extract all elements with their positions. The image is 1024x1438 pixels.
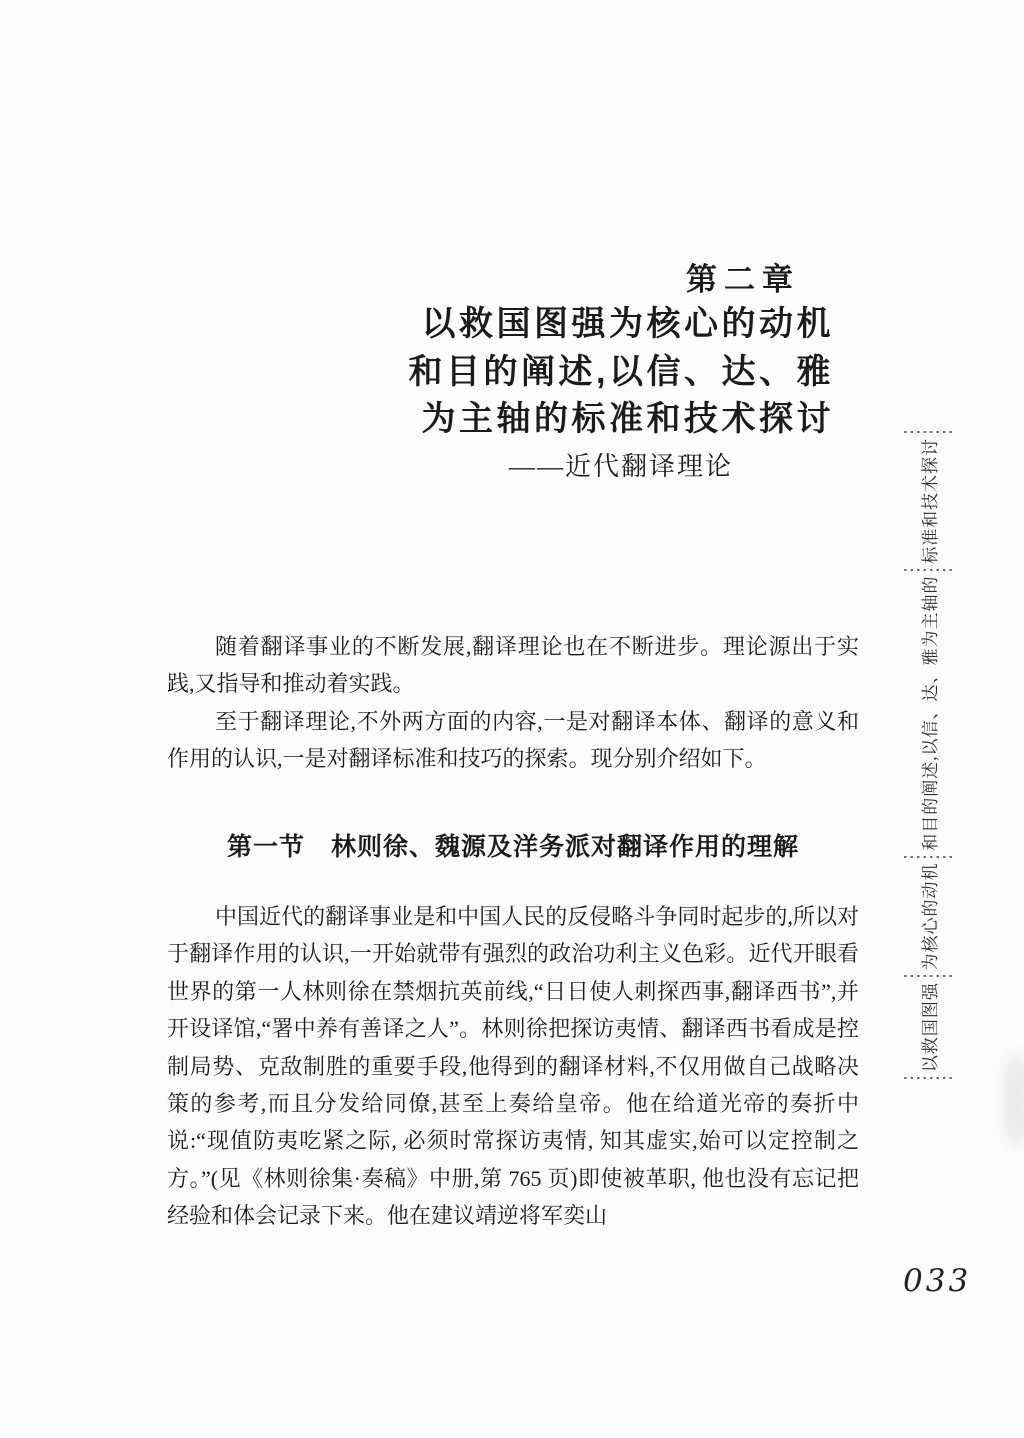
section-heading <box>167 827 859 863</box>
page-number: 033 <box>903 1263 972 1299</box>
body-text <box>167 898 859 1235</box>
section-number: 第一节 <box>226 833 305 861</box>
scan-artifact <box>1004 1052 1024 1148</box>
chapter-subtitle: ——近代翻译理论 <box>509 452 734 481</box>
margin-index-tab-rotated <box>910 431 946 1079</box>
dashed-separator <box>904 856 952 858</box>
margin-tab-text: 为核心的动机 <box>920 862 940 971</box>
chapter-title-line-2: 和目的阐述,以信、达、雅 <box>408 352 834 391</box>
margin-tab-text: 和目的阐述,以信、达、雅为主轴的 <box>920 575 940 851</box>
paragraph: 至于翻译理论,不外两方面的内容,一是对翻译本体、翻译的意义和作用的认识,一是对翻译标准和技巧的探索。现分别介绍如下。 <box>167 708 859 772</box>
dashed-separator <box>904 975 952 977</box>
paragraph: 中国近代的翻译事业是和中国人民的反侵略斗争同时起步的,所以对于翻译作用的认识,一开始就带有强烈的政治功利主义色彩。近代开眼看世界的第一人林则徐在禁烟抗英前线,“日日使人刺探西事,翻译西书”,并开设译馆,“署中养有善译之人”。林则徐把探访夷情、翻译西书看成是控制局势、克敌制胜的重要手段,他得到的翻译材料,不仅用做自己战略决策的参考,而且分发给同僚,甚至上奏给皇帝。他在给道光帝的奏折中说:“现值防夷吃紧之际, 必须时常探访夷情, 知其虚实,始可以定控制之方。”(见《林则徐集·奏稿》中册,第 765 页)即使被革职, 他也没有忘记把经验和体会记录下来。他在建议靖逆将军奕山 <box>167 904 859 1229</box>
dashed-separator <box>904 569 952 571</box>
chapter-title <box>409 301 834 444</box>
chapter-title-line-3: 为主轴的标准和技术探讨 <box>421 400 834 438</box>
dashed-separator <box>904 431 952 433</box>
margin-tab-text: 标准和技术探讨 <box>920 437 940 564</box>
margin-index-tab <box>910 431 946 1079</box>
chapter-number: 第二章 <box>686 262 800 297</box>
dashed-separator <box>904 1077 952 1079</box>
intro-paragraphs <box>167 628 859 778</box>
margin-tab-text: 以救国图强 <box>920 982 940 1073</box>
section-title: 林则徐、魏源及洋务派对翻译作用的理解 <box>331 833 800 861</box>
chapter-title-line-1: 以救国图强为核心的动机 <box>421 305 834 343</box>
paragraph: 随着翻译事业的不断发展,翻译理论也在不断进步。理论源出于实践,又指导和推动着实践。 <box>167 634 859 697</box>
